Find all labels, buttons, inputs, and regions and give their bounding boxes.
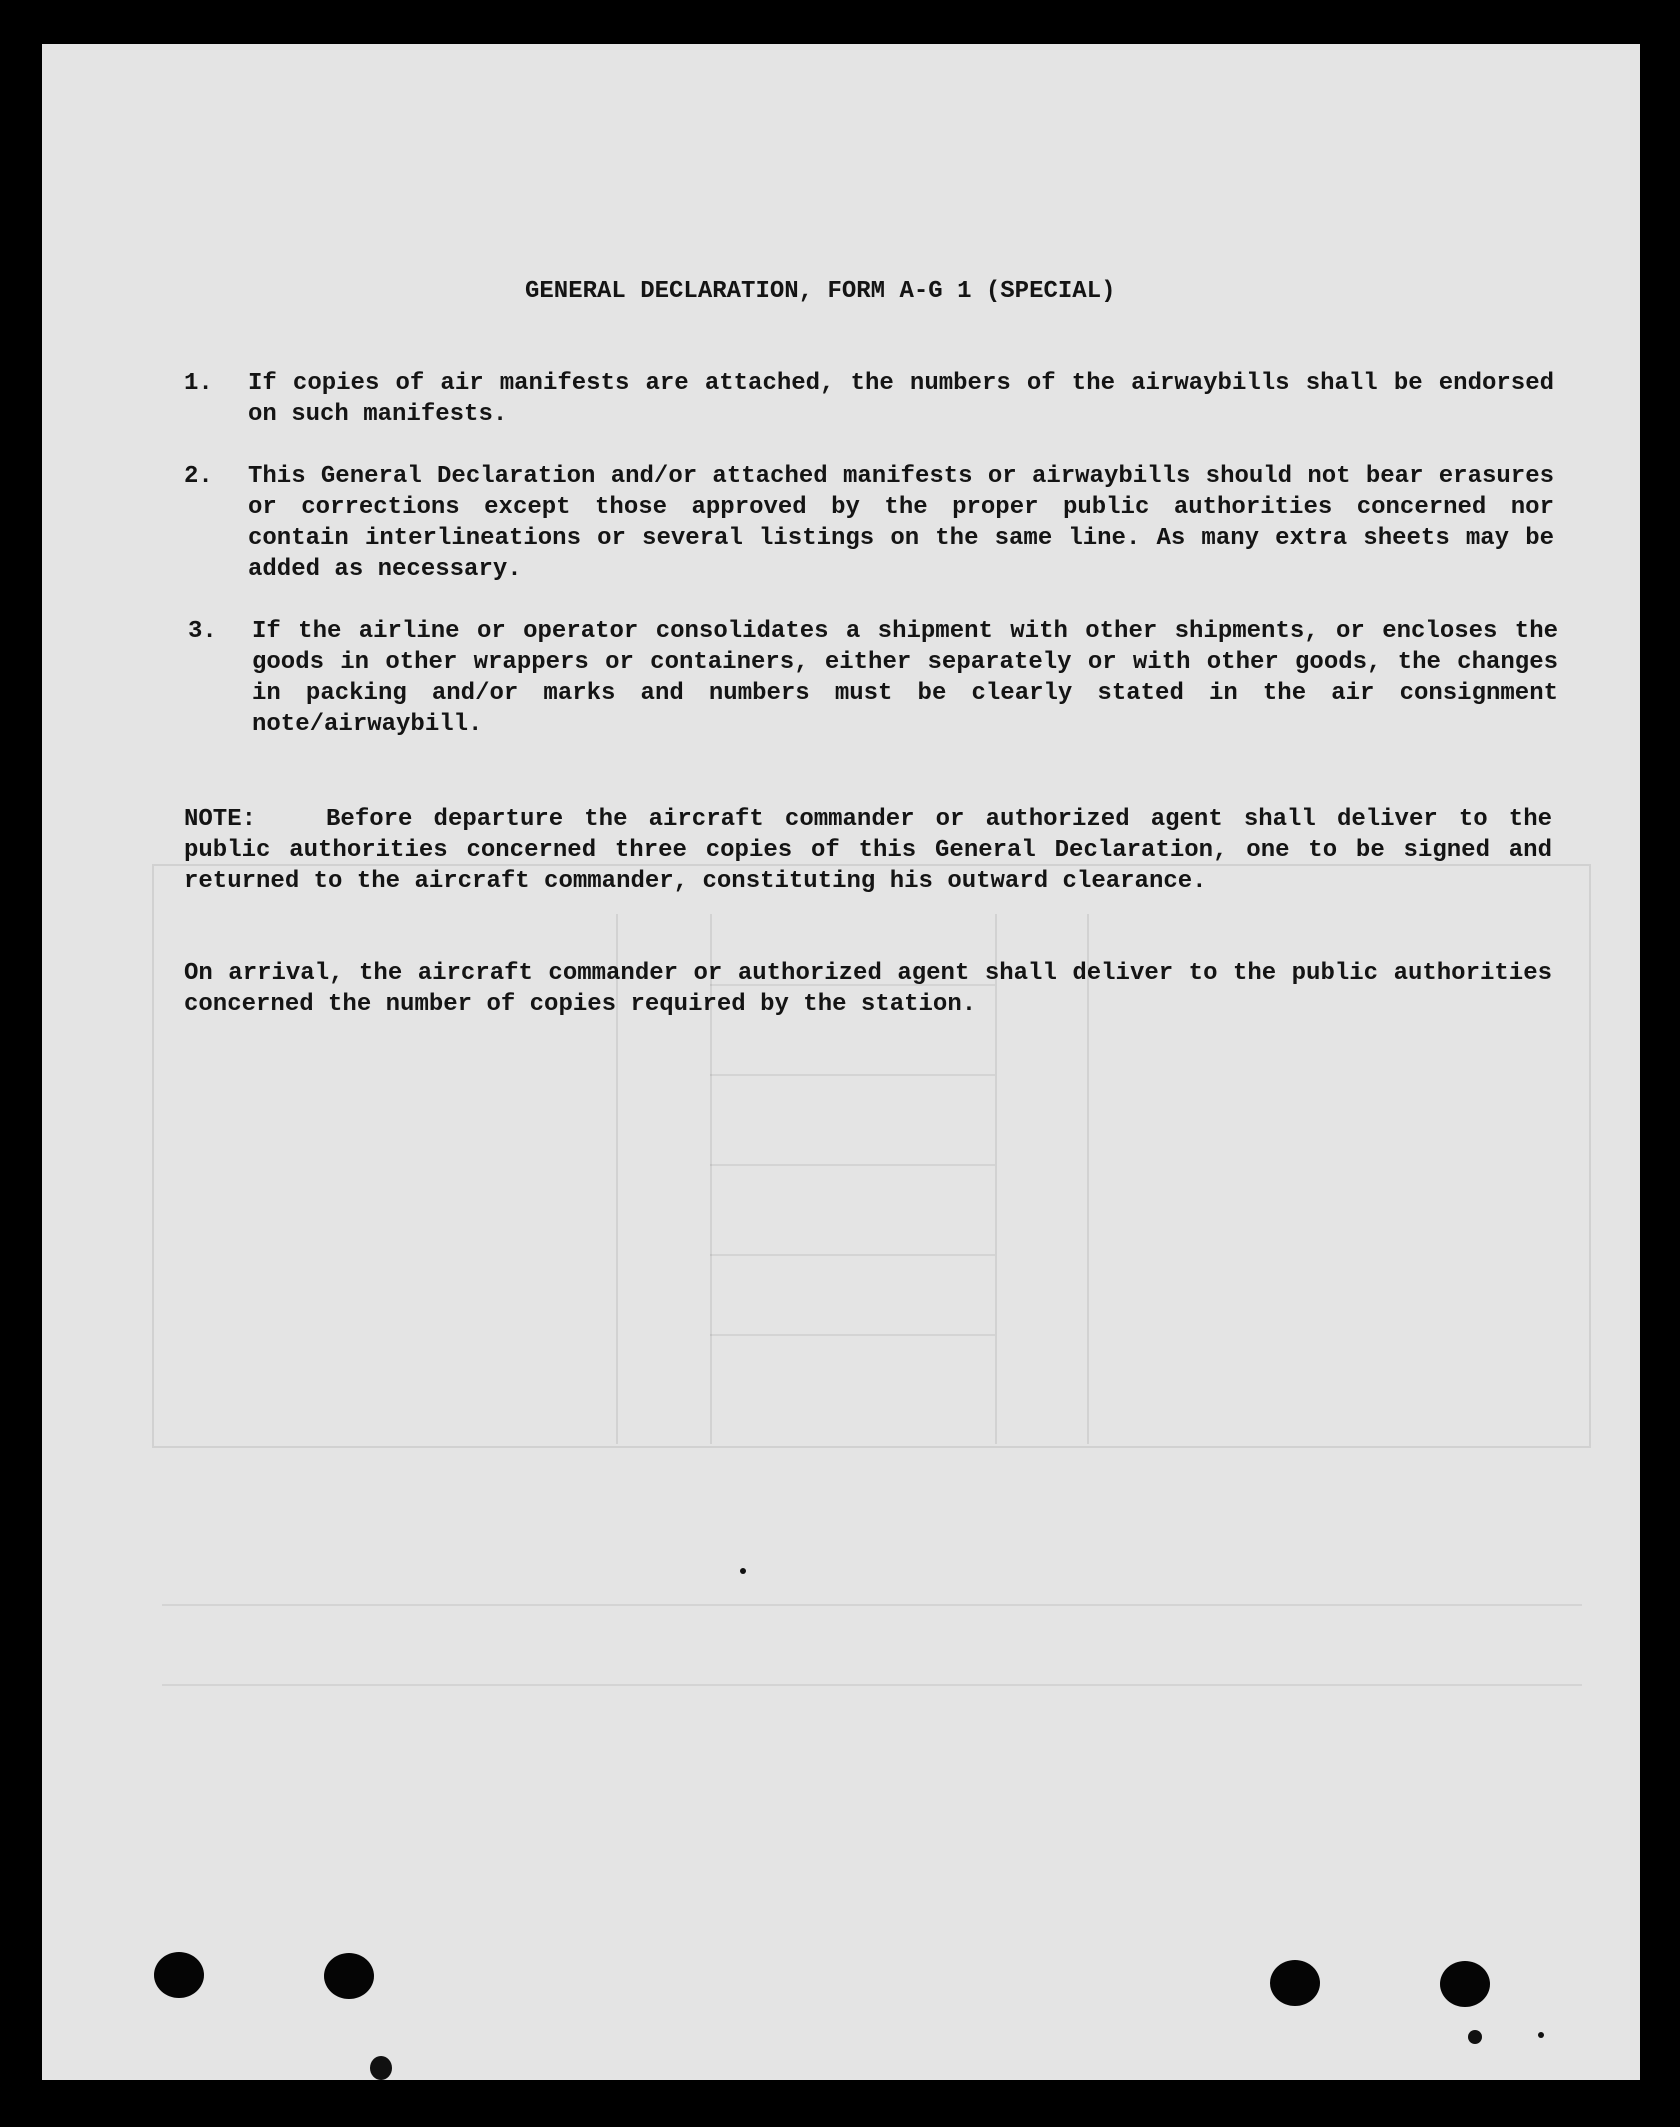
list-item — [188, 616, 1558, 740]
note-label: NOTE: — [184, 806, 257, 833]
list-item-text: If copies of air manifests are attached, the numbers of the airwaybills shall be endorsed on such manifests. — [248, 370, 1554, 428]
arrival-paragraph: On arrival, the aircraft commander or authorized agent shall deliver to the public authorities concerned the number of copies required by the station. — [184, 960, 1552, 1018]
bleed-through-frame — [152, 864, 1591, 1448]
note-paragraph — [184, 804, 1552, 897]
document-page — [42, 44, 1640, 2080]
bleed-through-rule — [162, 1684, 1582, 1686]
paper-speck — [370, 2056, 392, 2080]
list-item-number: 3. — [188, 618, 217, 645]
punch-hole — [324, 1953, 374, 1999]
paper-speck — [1538, 2032, 1544, 2038]
list-item-number: 2. — [184, 463, 213, 490]
paper-speck — [740, 1568, 746, 1574]
bleed-through-rule — [162, 1604, 1582, 1606]
punch-hole — [1440, 1961, 1490, 2007]
list-item-text: This General Declaration and/or attached manifests or airwaybills should not bear erasures or corrections except those approved by the proper public authorities concerned nor contain interlineations or several listings on the same line. As many extra sheets may be added as necessary. — [248, 463, 1554, 583]
punch-hole — [1270, 1960, 1320, 2006]
bleed-through-heading — [502, 1814, 564, 1879]
punch-hole — [154, 1952, 204, 1998]
document-title: GENERAL DECLARATION, FORM A-G 1 (SPECIAL) — [525, 278, 1116, 305]
list-item-text: If the airline or operator consolidates a shipment with other shipments, or encloses the goods in other wrappers or containers, either separately or with other goods, the changes in packing and/or marks and numbers must be clearly stated in the air consignment note/airwaybill. — [252, 618, 1558, 738]
bleed-through-rule — [710, 1254, 995, 1256]
list-item-number: 1. — [184, 370, 213, 397]
bleed-through-rule — [710, 1334, 995, 1336]
bleed-through-rule — [710, 1074, 995, 1076]
list-item — [184, 368, 1554, 430]
bleed-through-rule — [710, 1164, 995, 1166]
note-text: Before departure the aircraft commander or authorized agent shall deliver to the public authorities concerned three copies of this General Declaration, one to be signed and returned to the aircraft commander, constituting his outward clearance. — [184, 806, 1552, 895]
list-item — [184, 461, 1554, 585]
paper-speck — [1468, 2030, 1482, 2044]
